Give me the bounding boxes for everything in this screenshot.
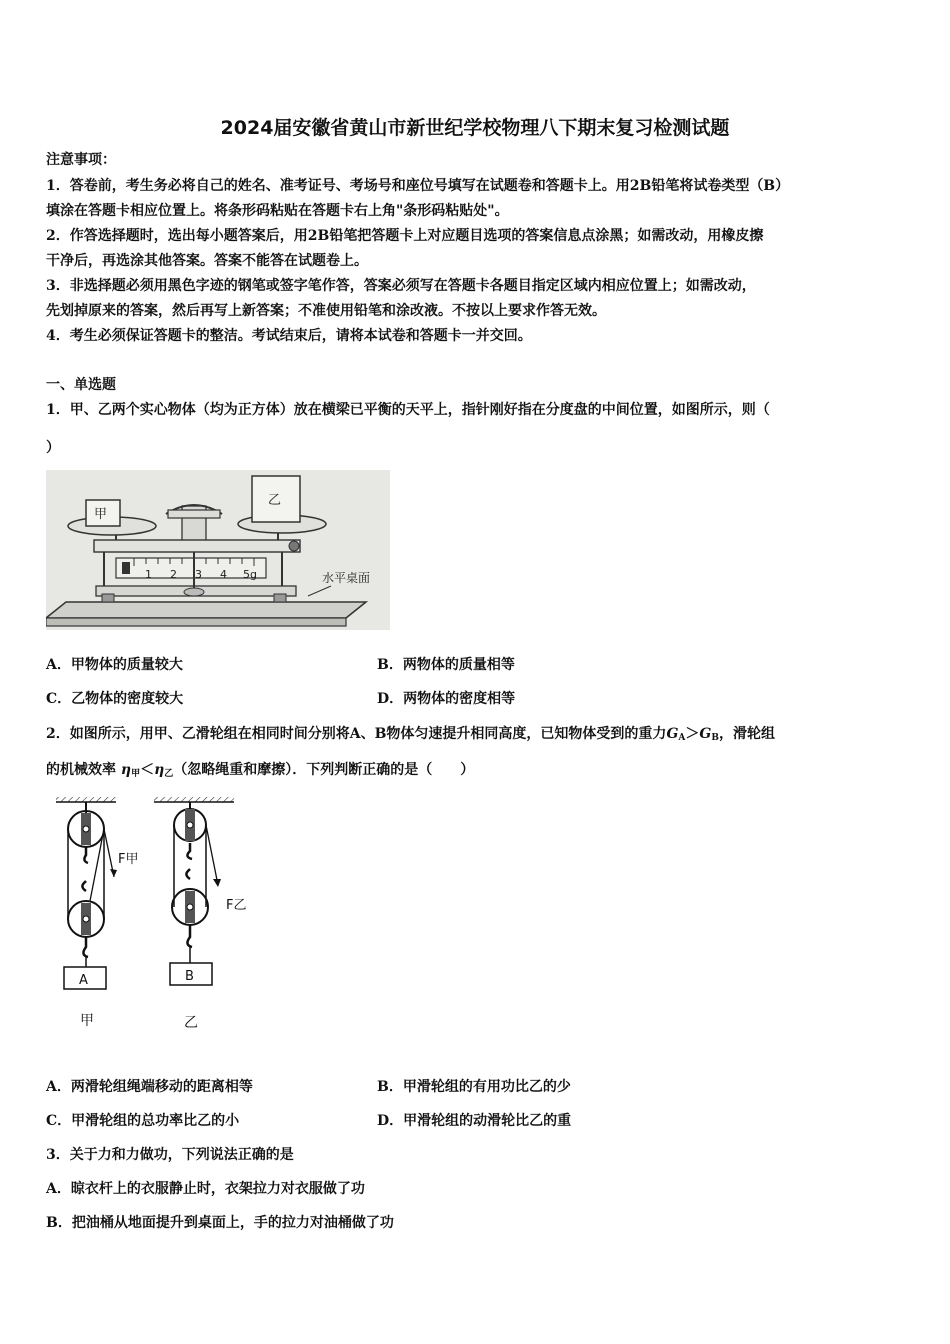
notice-line: 2．作答选择题时，选出每小题答案后，用2B铅笔把答题卡上对应题目选项的答案信息点涂黑；如需改动，用橡皮擦 (46, 228, 764, 244)
table-label: 水平桌面 (322, 571, 371, 585)
notice-line: 4．考生必须保证答题卡的整洁。考试结束后，请将本试卷和答题卡一并交回。 (46, 328, 532, 344)
question-2-stem-cont: 的机械效率 $\eta_甲<\eta_乙$（忽略绳重和摩擦）．下列判断正确的是（ ） (46, 762, 475, 779)
q2-option-b: B．甲滑轮组的有用功比乙的少 (377, 1079, 571, 1095)
force-yi-label: F乙 (226, 898, 247, 913)
q3-option-b: B．把油桶从地面提升到桌面上，手的拉力对油桶做了功 (46, 1215, 394, 1231)
q1-option-b: B．两物体的质量相等 (377, 657, 515, 673)
question-2-stem: 2．如图所示，用甲、乙滑轮组在相同时间分别将A、B物体匀速提升相同高度，已知物体受到的重力$G_A>G_B$，滑轮组 (46, 726, 775, 743)
scale-tick-label: 2 (170, 568, 177, 581)
question-1-stem: 1．甲、乙两个实心物体（均为正方体）放在横梁已平衡的天平上，指针刚好指在分度盘的中间位置，如图所示，则（ (46, 402, 770, 418)
scale-tick-label: 4 (220, 568, 227, 581)
rider (122, 562, 130, 574)
box-a-label: A (79, 973, 88, 988)
scale-tick-label: 3 (195, 568, 202, 581)
q1-option-a: A．甲物体的质量较大 (46, 657, 183, 673)
scale-tick-label: 5g (243, 568, 257, 581)
q2-option-c: C．甲滑轮组的总功率比乙的小 (46, 1113, 240, 1129)
question-1-stem-end: ） (46, 440, 60, 456)
q1-option-c: C．乙物体的密度较大 (46, 691, 184, 707)
object-yi-label: 乙 (268, 493, 282, 508)
object-jia-label: 甲 (94, 507, 108, 522)
balance-diagram (46, 470, 390, 630)
caption-jia: 甲 (80, 1013, 94, 1029)
page-title: 2024届安徽省黄山市新世纪学校物理八下期末复习检测试题 (220, 117, 730, 139)
caption-yi: 乙 (184, 1015, 198, 1031)
table-edge (46, 618, 346, 626)
notice-line: 3．非选择题必须用黑色字迹的钢笔或签字笔作答，答案必须写在答题卡各题目指定区域内相应位置上；如需改动， (46, 278, 756, 294)
box-b-label: B (185, 969, 194, 984)
question-3-stem: 3．关于力和力做功，下列说法正确的是 (46, 1147, 294, 1163)
notice-line: 填涂在答题卡相应位置上。将条形码粘贴在答题卡右上角"条形码粘贴处"。 (46, 203, 509, 219)
notice-line: 干净后，再选涂其他答案。答案不能答在试题卷上。 (46, 253, 368, 269)
section-heading: 一、单选题 (46, 377, 116, 393)
scale-tick-label: 1 (145, 568, 152, 581)
notice-heading: 注意事项： (46, 152, 116, 168)
force-jia-label: F甲 (118, 852, 139, 867)
q3-option-a: A．晾衣杆上的衣服静止时，衣架拉力对衣服做了功 (46, 1181, 365, 1197)
q2-option-a: A．两滑轮组绳端移动的距离相等 (46, 1079, 253, 1095)
table-top (46, 602, 366, 618)
q2-option-d: D．甲滑轮组的动滑轮比乙的重 (377, 1113, 572, 1129)
pulley-diagram (46, 795, 266, 1040)
pulley-figure (46, 795, 266, 1040)
balance-figure (46, 470, 390, 630)
notice-line: 1．答卷前，考生务必将自己的姓名、准考证号、考场号和座位号填写在试题卷和答题卡上。用2B铅笔将试卷类型（B） (46, 178, 790, 194)
q1-option-d: D．两物体的密度相等 (377, 691, 516, 707)
notice-line: 先划掉原来的答案，然后再写上新答案；不准使用铅笔和涂改液。不按以上要求作答无效。 (46, 303, 606, 319)
